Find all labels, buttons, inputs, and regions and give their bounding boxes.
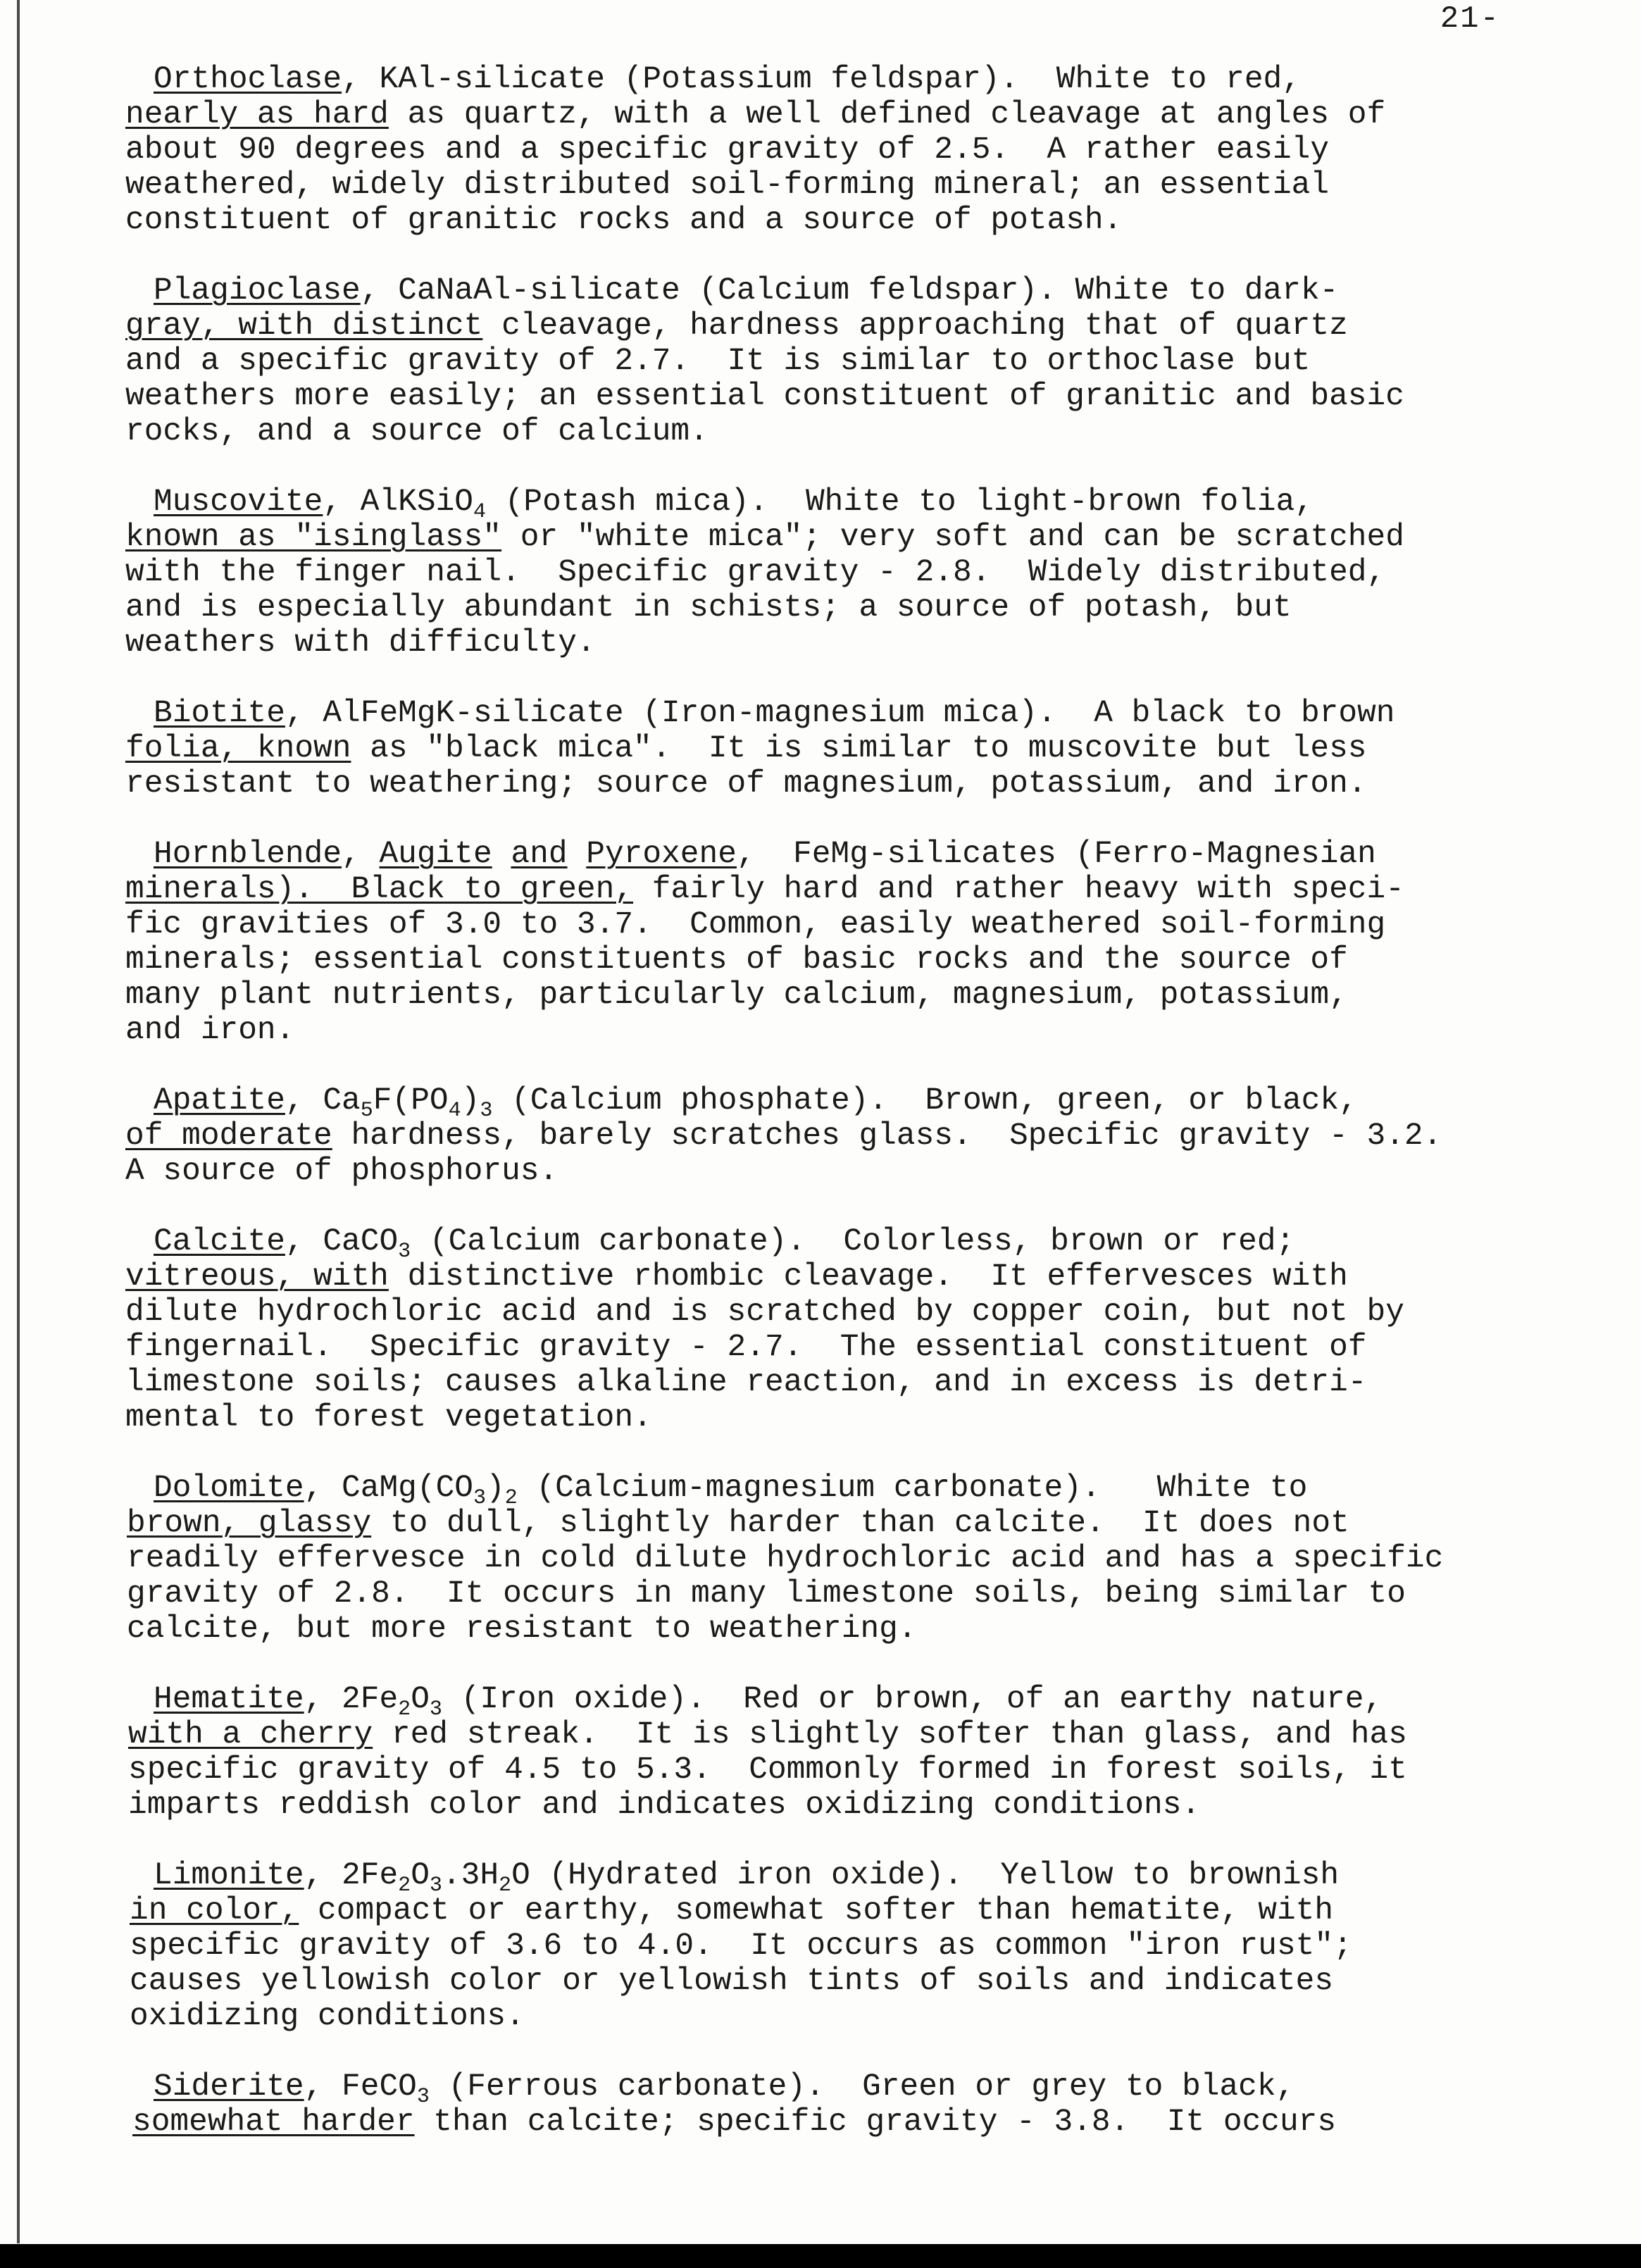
subscript: 3 [429, 1874, 442, 1898]
text-line [130, 1893, 1569, 1929]
mineral-name: Pyroxene [586, 837, 737, 872]
text-line [128, 1752, 1569, 1788]
text-run: (Calcium-magnesium carbonate). White to [517, 1471, 1308, 1506]
text-run: as "black mica". It is similar to muscovite but less [351, 731, 1367, 766]
text-run: O (Hydrated iron oxide). Yellow to brownish [511, 1858, 1340, 1893]
mineral-name: minerals). Black to green, [125, 872, 634, 907]
mineral-name: Calcite [154, 1224, 285, 1259]
mineral-name: Augite [379, 837, 492, 872]
mineral-entry [90, 1858, 1569, 2034]
text-line [132, 2105, 1569, 2140]
text-line [125, 978, 1569, 1013]
text-run: rocks, and a source of calcium. [125, 414, 709, 449]
subscript: 3 [416, 2085, 430, 2109]
text-run: to dull, slightly harder than calcite. It does not [371, 1506, 1349, 1541]
mineral-name: gray, with distinct [125, 309, 483, 344]
text-line [127, 1506, 1569, 1541]
mineral-entry [90, 837, 1569, 1048]
text-run: many plant nutrients, particularly calcium, magnesium, potassium, [125, 978, 1348, 1013]
mineral-entry [90, 696, 1569, 802]
text-run: ) [461, 1083, 480, 1119]
mineral-entry [90, 1224, 1569, 1435]
text-run: O [411, 1682, 430, 1717]
mineral-entry [90, 1471, 1569, 1647]
text-line [125, 907, 1569, 942]
text-run: minerals; essential constituents of basic rocks and the source of [125, 942, 1348, 978]
text-run [568, 837, 587, 872]
text-run [492, 837, 511, 872]
text-run: weathered, widely distributed soil-forming mineral; an essential [125, 168, 1330, 203]
mineral-name: Dolomite [154, 1471, 304, 1506]
subscript: 3 [398, 1240, 411, 1264]
text-run: red streak. It is slightly softer than glass, and has [373, 1717, 1407, 1752]
text-run: (Calcium phosphate). Brown, green, or black, [492, 1083, 1358, 1119]
text-run: , 2Fe [304, 1858, 399, 1893]
mineral-entry [90, 1083, 1569, 1189]
text-run: , KAl-silicate (Potassium feldspar). White to red, [342, 62, 1301, 97]
text-run: distinctive rhombic cleavage. It effervesces with [388, 1259, 1348, 1295]
text-line [125, 520, 1569, 555]
text-run: imparts reddish color and indicates oxidizing conditions. [128, 1788, 1201, 1823]
mineral-name: vitreous, with [125, 1259, 389, 1295]
mineral-name: Limonite [154, 1858, 304, 1893]
text-run: as quartz, with a well defined cleavage at angles of [388, 97, 1386, 132]
mineral-entry [90, 485, 1569, 661]
text-line [154, 273, 1569, 309]
text-line [127, 1576, 1569, 1612]
text-run: with the finger nail. Specific gravity - 2.8. Widely distributed, [125, 555, 1386, 590]
text-line [125, 1119, 1569, 1154]
subscript: 3 [473, 1486, 486, 1510]
text-line [125, 1400, 1569, 1435]
mineral-name: and [511, 837, 568, 872]
text-line [154, 837, 1569, 872]
subscript: 2 [398, 1697, 411, 1721]
text-line [127, 1541, 1569, 1576]
text-run: , CaCO [285, 1224, 399, 1259]
text-run: , FeCO [304, 2069, 417, 2105]
text-line [125, 168, 1569, 203]
text-run: gravity of 2.8. It occurs in many limestone soils, being similar to [127, 1576, 1406, 1612]
text-run: .3H [442, 1858, 499, 1893]
text-run: , 2Fe [304, 1682, 399, 1717]
text-line [154, 2069, 1569, 2109]
text-run: weathers with difficulty. [125, 625, 596, 661]
text-line [125, 97, 1569, 132]
subscript: 3 [480, 1099, 493, 1123]
text-run: (Calcium carbonate). Colorless, brown or red; [411, 1224, 1295, 1259]
binding-edge-rule [17, 0, 20, 2243]
text-run: A source of phosphorus. [125, 1154, 559, 1189]
text-line [154, 1083, 1569, 1123]
text-run: oxidizing conditions. [130, 1999, 525, 2034]
text-line [125, 1365, 1569, 1400]
scan-bottom-edge [0, 2244, 1641, 2268]
mineral-name: in color, [130, 1893, 299, 1929]
text-line [125, 379, 1569, 414]
text-run: mental to forest vegetation. [125, 1400, 652, 1435]
text-line [154, 1471, 1569, 1510]
text-run: compact or earthy, somewhat softer than hematite, with [299, 1893, 1334, 1929]
mineral-entry [90, 1682, 1569, 1823]
text-run: , [342, 837, 380, 872]
text-run: (Iron oxide). Red or brown, of an earthy nature, [442, 1682, 1383, 1717]
text-run: , CaNaAl-silicate (Calcium feldspar). White to dark- [360, 273, 1339, 309]
text-run: O [411, 1858, 430, 1893]
text-run: fairly hard and rather heavy with speci- [633, 872, 1404, 907]
text-line [154, 62, 1569, 97]
text-run: dilute hydrochloric acid and is scratched by copper coin, but not by [125, 1295, 1404, 1330]
text-run: , CaMg(CO [304, 1471, 473, 1506]
text-run: (Potash mica). White to light-brown folia, [486, 485, 1314, 520]
mineral-name: Apatite [154, 1083, 285, 1119]
text-line [130, 1929, 1569, 1964]
text-run: and a specific gravity of 2.7. It is similar to orthoclase but [125, 344, 1311, 379]
text-run: causes yellowish color or yellowish tints of soils and indicates [130, 1964, 1334, 1999]
text-line [125, 1013, 1569, 1048]
text-line [128, 1788, 1569, 1823]
mineral-entry [90, 273, 1569, 449]
text-run: cleavage, hardness approaching that of quartz [482, 309, 1348, 344]
text-run: and iron. [125, 1013, 295, 1048]
text-run: , FeMg-silicates (Ferro-Magnesian [736, 837, 1376, 872]
text-line [125, 942, 1569, 978]
subscript: 2 [504, 1486, 518, 1510]
text-run: limestone soils; causes alkaline reaction, and in excess is detri- [125, 1365, 1367, 1400]
text-run: readily effervesce in cold dilute hydrochloric acid and has a specific [127, 1541, 1444, 1576]
text-run: than calcite; specific gravity - 3.8. It occurs [414, 2105, 1337, 2140]
mineral-name: nearly as hard [125, 97, 389, 132]
text-line [125, 625, 1569, 661]
mineral-name: of moderate [125, 1119, 332, 1154]
text-run: or "white mica"; very soft and can be scratched [501, 520, 1404, 555]
text-run: resistant to weathering; source of magnesium, potassium, and iron. [125, 766, 1367, 802]
text-run: specific gravity of 4.5 to 5.3. Commonly formed in forest soils, it [128, 1752, 1407, 1788]
subscript: 3 [429, 1697, 442, 1721]
mineral-name: brown, glassy [127, 1506, 372, 1541]
text-run: about 90 degrees and a specific gravity of 2.5. A rather easily [125, 132, 1330, 168]
subscript: 4 [473, 500, 486, 524]
subscript: 2 [398, 1874, 411, 1898]
mineral-name: folia, known [125, 731, 351, 766]
text-line [125, 590, 1569, 625]
text-line [125, 132, 1569, 168]
text-line [125, 1330, 1569, 1365]
text-run: F(PO [373, 1083, 449, 1119]
text-line [125, 555, 1569, 590]
mineral-name: Muscovite [154, 485, 323, 520]
text-line [125, 1259, 1569, 1295]
text-line [125, 344, 1569, 379]
text-line [125, 1295, 1569, 1330]
text-run: fingernail. Specific gravity - 2.7. The essential constituent of [125, 1330, 1367, 1365]
mineral-name: Siderite [154, 2069, 304, 2105]
text-run: and is especially abundant in schists; a source of potash, but [125, 590, 1292, 625]
text-line [127, 1612, 1569, 1647]
text-line [154, 1858, 1569, 1898]
page-number: 21- [1440, 1, 1500, 37]
text-line [125, 1154, 1569, 1189]
text-line [130, 1999, 1569, 2034]
text-run: (Ferrous carbonate). Green or grey to black, [429, 2069, 1295, 2105]
text-line [128, 1717, 1569, 1752]
text-run: specific gravity of 3.6 to 4.0. It occurs as common "iron rust"; [130, 1929, 1352, 1964]
text-line [125, 309, 1569, 344]
text-run: , AlKSiO [323, 485, 473, 520]
text-run: weathers more easily; an essential constituent of granitic and basic [125, 379, 1404, 414]
text-line [130, 1964, 1569, 1999]
mineral-entries [90, 62, 1569, 2175]
text-line [154, 1682, 1569, 1721]
text-run: ) [486, 1471, 505, 1506]
subscript: 2 [499, 1874, 512, 1898]
subscript: 4 [448, 1099, 461, 1123]
text-line [125, 203, 1569, 238]
mineral-name: Orthoclase [154, 62, 342, 97]
text-line [125, 872, 1569, 907]
mineral-name: known as "isinglass" [125, 520, 502, 555]
text-run: hardness, barely scratches glass. Specific gravity - 3.2. [332, 1119, 1442, 1154]
text-run: , Ca [285, 1083, 361, 1119]
mineral-name: somewhat harder [132, 2105, 415, 2140]
mineral-name: with a cherry [128, 1717, 373, 1752]
text-run: fic gravities of 3.0 to 3.7. Common, easily weathered soil-forming [125, 907, 1386, 942]
text-line [125, 766, 1569, 802]
subscript: 5 [360, 1099, 373, 1123]
text-line [154, 1224, 1569, 1264]
mineral-name: Hematite [154, 1682, 304, 1717]
text-run: , AlFeMgK-silicate (Iron-magnesium mica). A black to brown [285, 696, 1395, 731]
text-run: constituent of granitic rocks and a source of potash. [125, 203, 1123, 238]
mineral-entry [90, 62, 1569, 238]
text-line [154, 485, 1569, 524]
text-line [125, 414, 1569, 449]
mineral-name: Plagioclase [154, 273, 361, 309]
text-run: calcite, but more resistant to weathering. [127, 1612, 917, 1647]
text-line [154, 696, 1569, 731]
mineral-name: Biotite [154, 696, 285, 731]
mineral-name: Hornblende [154, 837, 342, 872]
mineral-entry [90, 2069, 1569, 2140]
text-line [125, 731, 1569, 766]
